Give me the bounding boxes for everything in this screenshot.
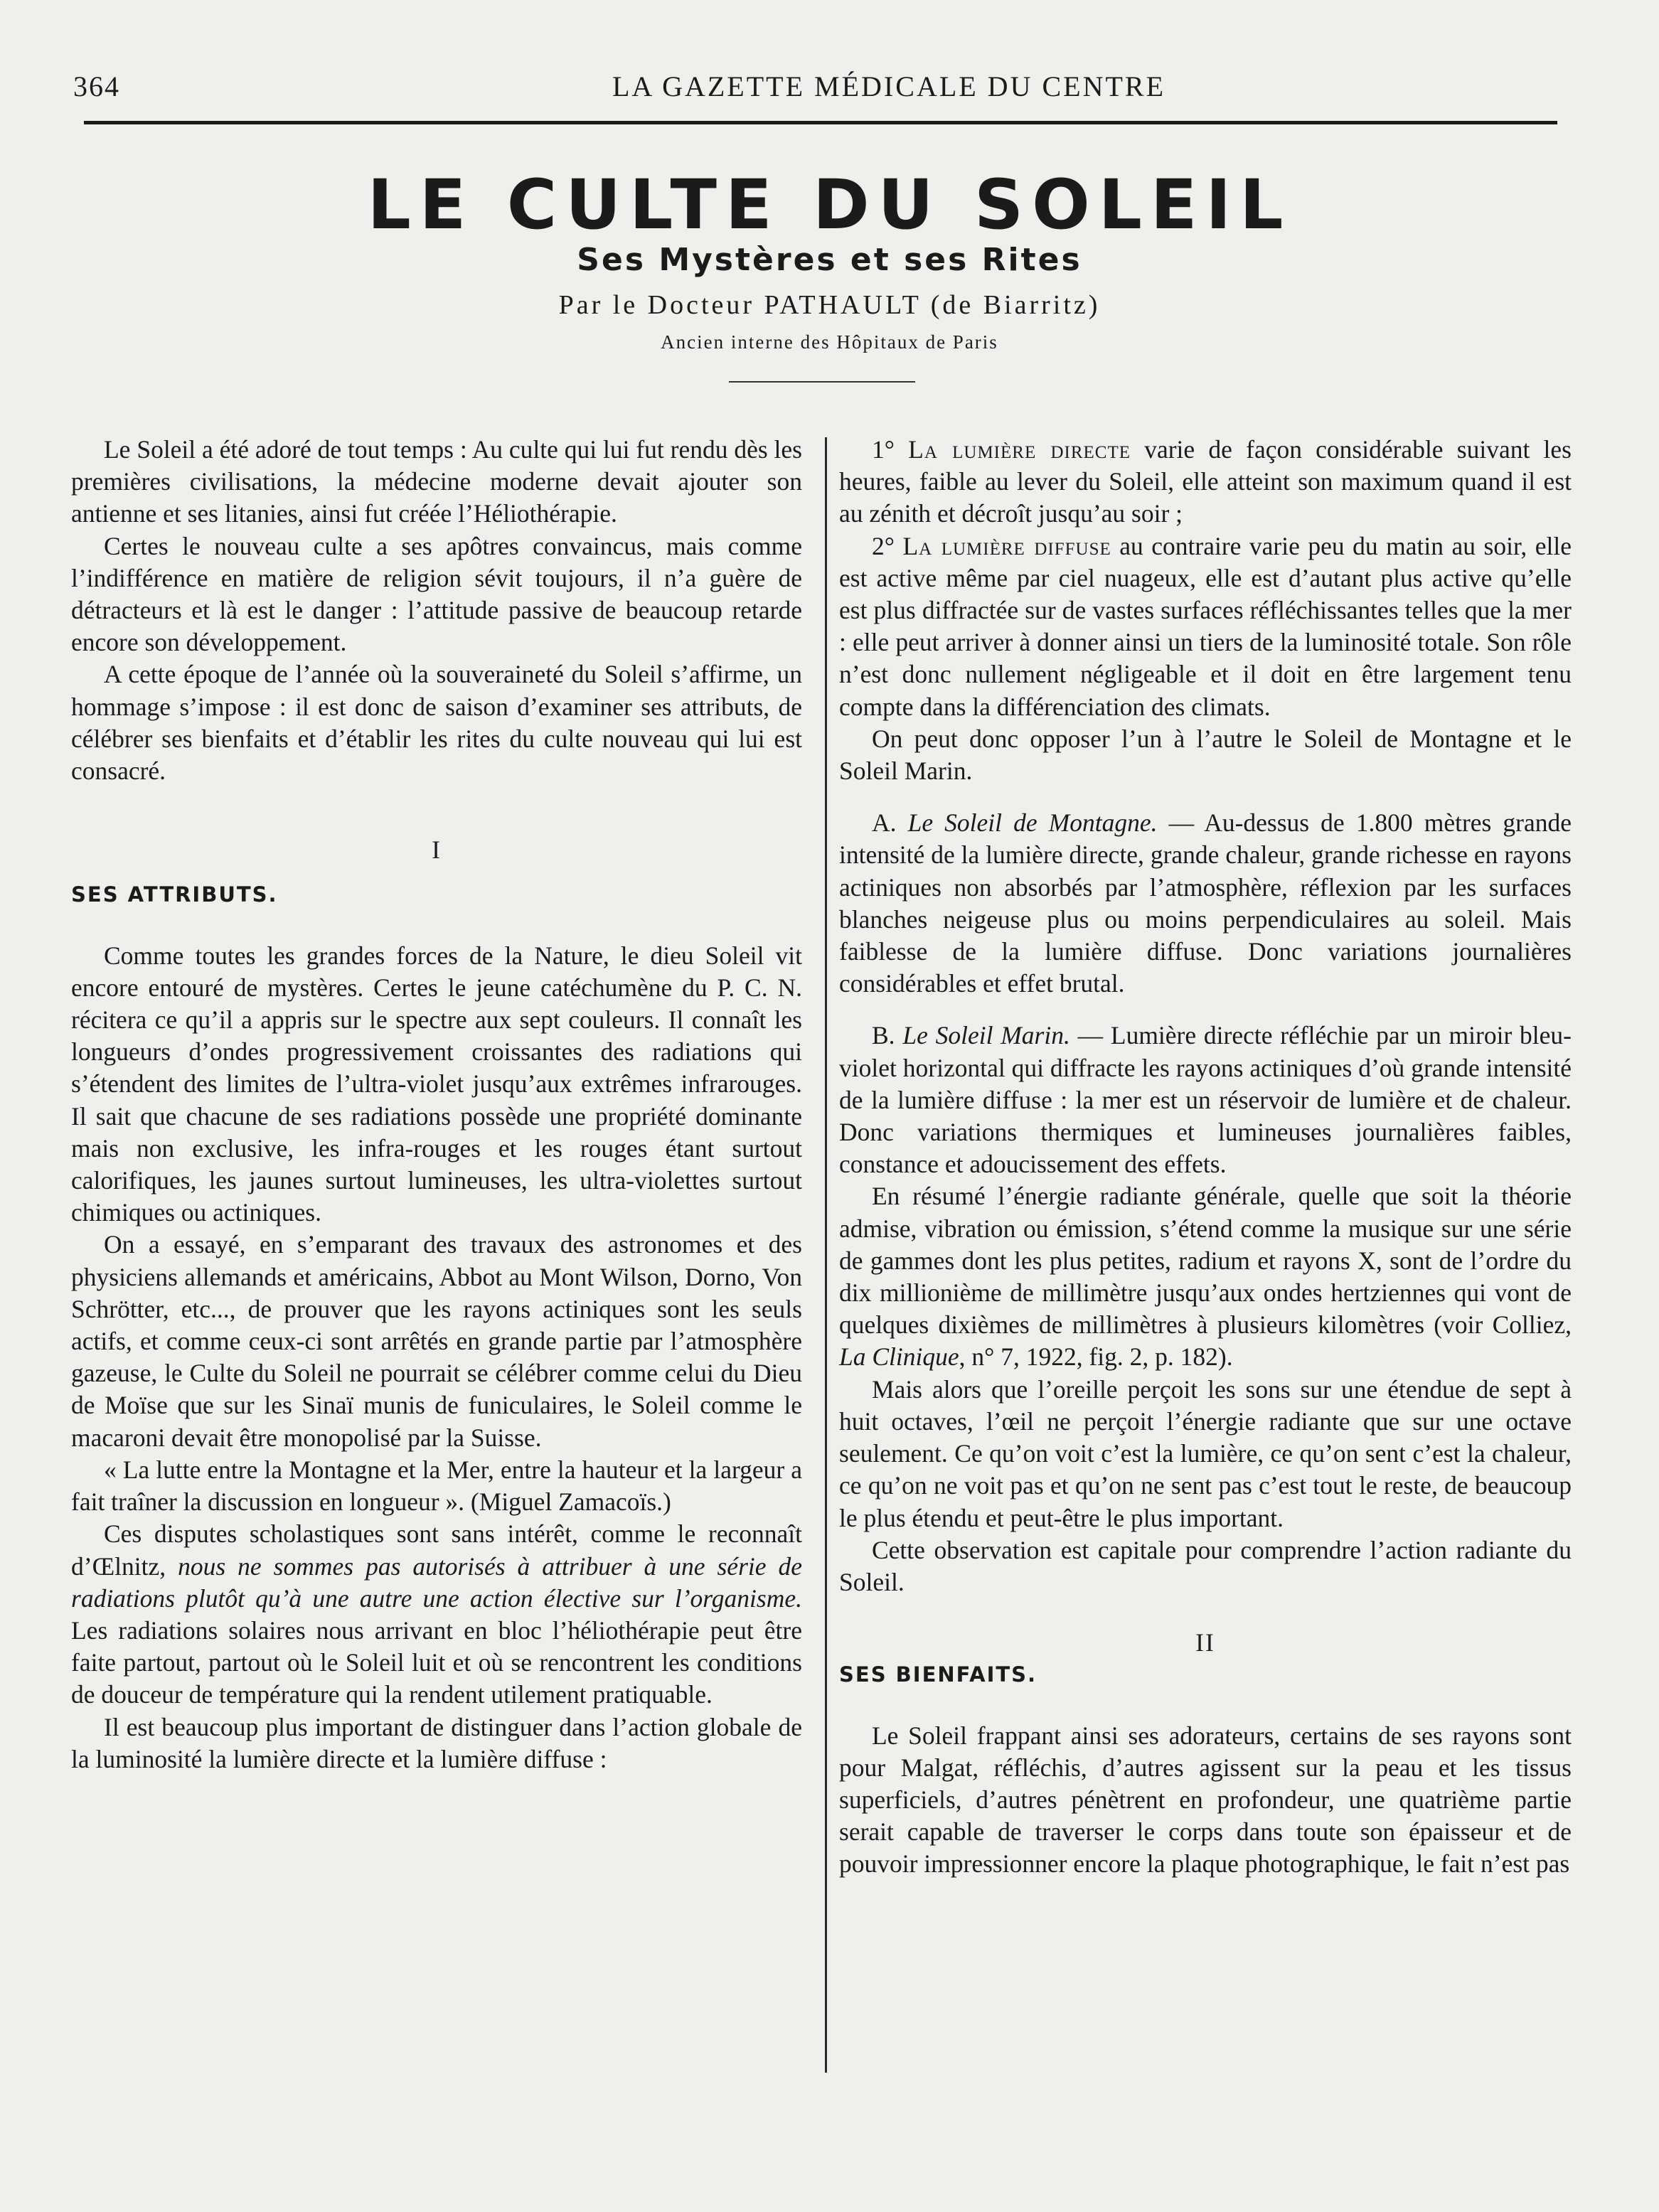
item-label: A. [872, 808, 908, 838]
small-caps-term: La lumière directe [908, 435, 1131, 464]
text-run: En résumé l’énergie radiante générale, quelle que soit la théorie admise, vibration ou émission, s’étend comme la musique sur une série de gammes dont les plus petites, radium et rayons X, sont de l’ordre du dix millionième de millimètre jusqu’aux ondes hertziennes qui vont de quelques dixièmes de millimètres à plusieurs kilomètres (voir Colliez, [839, 1182, 1572, 1340]
section-number: I [432, 835, 442, 865]
paragraph [71, 1518, 802, 1711]
article-author: Par le Docteur PATHAULT (de Biarritz) [558, 290, 1101, 320]
running-head: LA GAZETTE MÉDICALE DU CENTRE [612, 70, 1165, 102]
paragraph [839, 530, 1572, 723]
left-column [71, 434, 802, 1775]
paragraph: On a essayé, en s’emparant des travaux des astronomes et des physiciens allemands et américains, Abbot au Mont Wilson, Dorno, Von Schrötter, etc..., de prouver que les rayons actiniques sont les seuls actifs, et comme ceux-ci sont arrêtés en grande partie par l’atmosphère gazeuse, le Culte du Soleil ne pourrait se célébrer comme celui du Dieu de Moïse que sur les Sinaï munis de funiculaires, le Soleil comme le macaroni devait être monopolisé par la Suisse. [71, 1230, 802, 1452]
italic-quote: nous ne sommes pas autorisés à attribuer à une série de radiations plutôt qu’à une autre une action élective sur l’organisme. [71, 1551, 802, 1613]
title-rule [729, 381, 915, 383]
italic-term: Le Soleil Marin. [902, 1021, 1070, 1050]
paragraph [839, 434, 1572, 530]
paragraph: Certes le nouveau culte a ses apôtres convaincus, mais comme l’indifférence en matière de religion sévit toujours, il n’a guère de détracteurs et là est le danger : l’attitude passive de beaucoup retarde encore son développement. [71, 531, 802, 657]
list-number: 2° [872, 531, 903, 560]
text-run: varie de façon considérable suivant les heures, faible au lever du Soleil, elle atteint son maximum quand il est au zénith et décroît jusqu’au soir ; [839, 435, 1572, 528]
paragraph: A cette époque de l’année où la souveraineté du Soleil s’affirme, un hommage s’impose : il est donc de saison d’examiner ses attributs, de célébrer ses bienfaits et d’établir les rites du culte nouveau qui lui est consacré. [71, 660, 802, 786]
list-number: 1° [872, 435, 909, 464]
text-run: , n° 7, 1922, fig. 2, p. 182). [959, 1342, 1233, 1372]
section-number: II [1195, 1628, 1215, 1657]
article-subtitle: Ses Mystères et ses Rites [577, 242, 1082, 278]
right-column [839, 434, 1572, 1881]
section-heading: SES ATTRIBUTS. [71, 882, 278, 907]
paragraph: Cette observation est capitale pour comprendre l’action radiante du Soleil. [839, 1535, 1572, 1596]
header-rule [84, 121, 1557, 124]
paragraph: Comme toutes les grandes forces de la Nature, le dieu Soleil vit encore entouré de mystères. Certes le jeune catéchumène du P. C. N. récitera ce qu’il a appris sur le spectre aux sept couleurs. Il connaît les longueurs d’ondes progressivement croissantes des radiations qui s’étendent des limites de l’ultra-violet jusqu’aux extrêmes infrarouges. Il sait que chacune de ses radiations possède une propriété dominante mais non exclusive, les infra-rouges et les rouges étant surtout calorifiques, les jaunes surtout lumineuses, les ultra-violettes surtout chimiques ou actiniques. [71, 941, 802, 1227]
small-caps-term: La lumière diffuse [902, 531, 1111, 560]
text-run: au contraire varie peu du matin au soir, elle est active même par ciel nuageux, elle est d’autant plus active qu’elle est plus diffractée sur de vastes surfaces réfléchissantes telles que la mer : elle peut arriver à donner ainsi un tiers de la luminosité totale. Son rôle n’est donc nullement négligeable et il doit en être largement tenu compte dans la différenciation des climats. [839, 531, 1572, 721]
text-run: Ces disputes scholastiques sont sans intérêt, comme le reconnaît d’Œlnitz, [71, 1519, 802, 1581]
author-affiliation: Ancien interne des Hôpitaux de Paris [661, 331, 998, 353]
article-title: LE CULTE DU SOLEIL [367, 165, 1292, 245]
italic-citation: La Clinique [839, 1342, 959, 1372]
item-label: B. [872, 1021, 903, 1050]
section-heading: SES BIENFAITS. [839, 1662, 1037, 1687]
column-divider [825, 437, 827, 2073]
paragraph: « La lutte entre la Montagne et la Mer, entre la hauteur et la largeur a fait traîner la discussion en longueur ». (Miguel Zamacoïs.) [71, 1455, 802, 1517]
paragraph: Il est beaucoup plus important de distinguer dans l’action globale de la luminosité la lumière directe et la lumière diffuse : [71, 1712, 802, 1773]
italic-term: Le Soleil de Montagne. [907, 808, 1158, 838]
text-run: Les radiations solaires nous arrivant en bloc l’héliothérapie peut être faite partout, partout où le Soleil luit et où se rencontrent les conditions de douceur de température qui la rendent utilement pratiquable. [71, 1615, 802, 1709]
page-number: 364 [73, 70, 120, 102]
paragraph [839, 1180, 1572, 1373]
text-run: — Au-dessus de 1.800 mètres grande intensité de la lumière directe, grande chaleur, grande richesse en rayons actiniques non absorbés par l’atmosphère, réflexion par les surfaces blanches neigeuse plus ou moins perpendiculaires au soleil. Mais faiblesse de la lumière diffuse. Donc variations journalières considérables et effet brutal. [839, 808, 1572, 998]
text-run: — Lumière directe réfléchie par un miroir bleu-violet horizontal qui diffracte les rayons actiniques d’où grande intensité de la lumière diffuse : la mer est un réservoir de lumière et de chaleur. Donc variations thermiques et lumineuses journalières faibles, constance et adoucissement des effets. [839, 1021, 1572, 1179]
paragraph: Le Soleil a été adoré de tout temps : Au culte qui lui fut rendu dès les premières civilisations, la médecine moderne devait ajouter son antienne et ses litanies, ainsi fut créée l’Héliothérapie. [71, 435, 802, 528]
paragraph: On peut donc opposer l’un à l’autre le Soleil de Montagne et le Soleil Marin. [839, 724, 1572, 786]
paragraph: Le Soleil frappant ainsi ses adorateurs, certains de ses rayons sont pour Malgat, réfléchis, d’autres agissent sur la peau et les tissus superficiels, d’autres pénètrent en profondeur, une quatrième partie serait capable de traverser le corps dans toute son épaisseur et de pouvoir impressionner encore la plaque photographique, le fait n’est pas [839, 1721, 1572, 1879]
paragraph [839, 807, 1572, 1000]
paragraph: Mais alors que l’oreille perçoit les sons sur une étendue de sept à huit octaves, l’œil ne perçoit l’énergie radiante que sur une octave seulement. Ce qu’on voit c’est la lumière, ce qu’on sent c’est la chaleur, ce qu’on ne voit pas et qu’on ne sent pas c’est tout le reste, de beaucoup le plus étendu et peut-être le plus important. [839, 1374, 1572, 1532]
paragraph [839, 1020, 1572, 1180]
